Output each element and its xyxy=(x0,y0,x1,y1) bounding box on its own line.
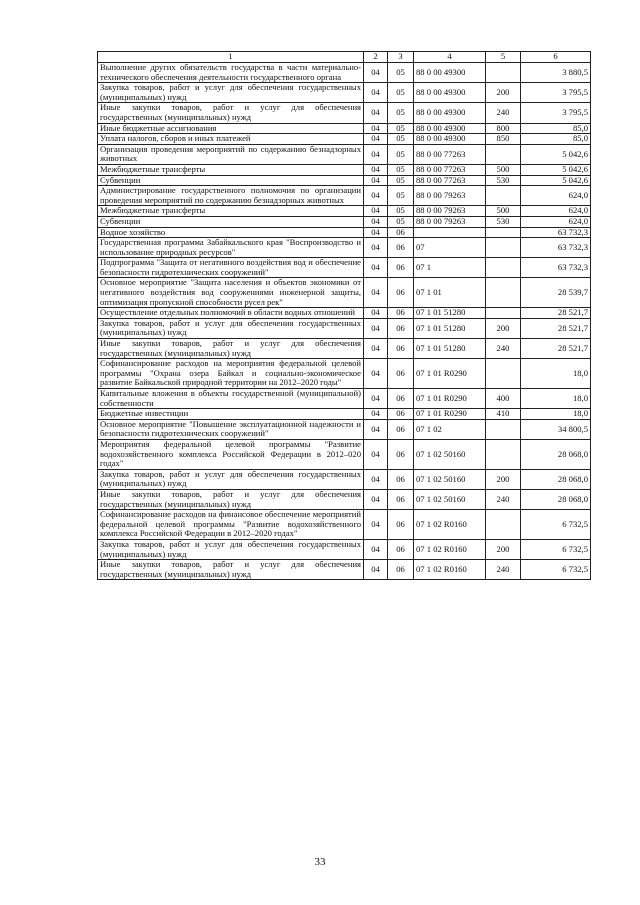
table-row xyxy=(98,186,591,206)
table-row xyxy=(98,206,591,217)
row-amount: 63 732,3 xyxy=(521,258,591,278)
row-section: 04 xyxy=(364,164,388,175)
row-name: Бюджетные инвестиции xyxy=(98,409,364,420)
row-target-code: 88 0 00 49300 xyxy=(414,123,486,134)
row-subsection: 06 xyxy=(388,278,414,308)
table-row xyxy=(98,539,591,559)
row-subsection: 06 xyxy=(388,318,414,338)
row-section: 04 xyxy=(364,560,388,580)
row-section: 04 xyxy=(364,469,388,489)
row-section: 04 xyxy=(364,216,388,227)
row-subsection: 06 xyxy=(388,258,414,278)
table-row xyxy=(98,144,591,164)
row-section: 04 xyxy=(364,103,388,123)
row-section: 04 xyxy=(364,389,388,409)
header-col-1: 1 xyxy=(98,52,364,63)
row-subsection: 05 xyxy=(388,144,414,164)
row-expense-type: 240 xyxy=(486,489,521,509)
table-row xyxy=(98,63,591,83)
row-target-code: 88 0 00 49300 xyxy=(414,83,486,103)
row-amount: 63 732,3 xyxy=(521,227,591,238)
table-row xyxy=(98,439,591,469)
row-subsection: 06 xyxy=(388,560,414,580)
row-subsection: 06 xyxy=(388,469,414,489)
header-col-4: 4 xyxy=(414,52,486,63)
row-amount: 3 795,5 xyxy=(521,103,591,123)
row-target-code: 07 1 02 50160 xyxy=(414,469,486,489)
row-name: Подпрограмма "Защита от негативного воздействия вод и обеспечение безопасности гидротехнических сооружений" xyxy=(98,258,364,278)
row-subsection: 05 xyxy=(388,123,414,134)
table-row xyxy=(98,419,591,439)
row-amount: 624,0 xyxy=(521,186,591,206)
row-expense-type: 240 xyxy=(486,339,521,359)
table-row xyxy=(98,103,591,123)
row-subsection: 06 xyxy=(388,419,414,439)
budget-table xyxy=(97,51,591,580)
row-target-code: 07 1 01 51280 xyxy=(414,318,486,338)
row-expense-type: 530 xyxy=(486,216,521,227)
row-expense-type: 500 xyxy=(486,206,521,217)
row-amount: 6 732,5 xyxy=(521,539,591,559)
row-name: Мероприятия федеральной целевой программы "Развитие водохозяйственного комплекса Российской Федерации в 2012–020 годах" xyxy=(98,439,364,469)
row-target-code: 88 0 00 79263 xyxy=(414,186,486,206)
row-target-code: 07 1 02 50160 xyxy=(414,439,486,469)
row-amount: 5 042,6 xyxy=(521,164,591,175)
row-subsection: 05 xyxy=(388,186,414,206)
row-amount: 85,0 xyxy=(521,134,591,145)
row-expense-type xyxy=(486,238,521,258)
row-target-code: 07 1 02 R0160 xyxy=(414,560,486,580)
row-amount: 18,0 xyxy=(521,359,591,389)
page-number: 33 xyxy=(314,856,326,868)
row-subsection: 05 xyxy=(388,83,414,103)
row-name: Капитальные вложения в объекты государственной (муниципальной) собственности xyxy=(98,389,364,409)
row-target-code: 07 1 02 xyxy=(414,419,486,439)
row-name: Софинансирование расходов на финансовое обеспечение мероприятий федеральной целевой программы "Развитие водохозяйственного комплекса Российской Федерации в 2012–2020 годах" xyxy=(98,510,364,540)
row-section: 04 xyxy=(364,409,388,420)
row-target-code: 88 0 00 77263 xyxy=(414,144,486,164)
row-name: Иные закупки товаров, работ и услуг для обеспечения государственных (муниципальных) нужд xyxy=(98,560,364,580)
row-section: 04 xyxy=(364,206,388,217)
row-expense-type: 410 xyxy=(486,409,521,420)
row-target-code: 88 0 00 49300 xyxy=(414,103,486,123)
row-amount: 63 732,3 xyxy=(521,238,591,258)
row-section: 04 xyxy=(364,439,388,469)
row-target-code: 07 1 02 R0160 xyxy=(414,510,486,540)
row-section: 04 xyxy=(364,489,388,509)
row-target-code: 88 0 00 77263 xyxy=(414,175,486,186)
row-section: 04 xyxy=(364,186,388,206)
row-subsection: 06 xyxy=(388,308,414,319)
row-name: Закупка товаров, работ и услуг для обеспечения государственных (муниципальных) нужд xyxy=(98,83,364,103)
row-target-code: 88 0 00 77263 xyxy=(414,164,486,175)
row-section: 04 xyxy=(364,510,388,540)
row-expense-type: 200 xyxy=(486,318,521,338)
row-name: Водное хозяйство xyxy=(98,227,364,238)
header-col-2: 2 xyxy=(364,52,388,63)
row-amount: 6 732,5 xyxy=(521,510,591,540)
header-col-6: 6 xyxy=(521,52,591,63)
row-target-code xyxy=(414,227,486,238)
row-target-code: 07 xyxy=(414,238,486,258)
row-expense-type xyxy=(486,144,521,164)
row-amount: 5 042,6 xyxy=(521,144,591,164)
table-row xyxy=(98,510,591,540)
row-expense-type xyxy=(486,227,521,238)
table-row xyxy=(98,258,591,278)
row-name: Администрирование государственного полномочия по организации проведения мероприятий по содержанию безнадзорных животных xyxy=(98,186,364,206)
table-row xyxy=(98,409,591,420)
row-subsection: 06 xyxy=(388,227,414,238)
row-name: Уплата налогов, сборов и иных платежей xyxy=(98,134,364,145)
row-section: 04 xyxy=(364,318,388,338)
row-amount: 3 795,5 xyxy=(521,83,591,103)
row-amount: 624,0 xyxy=(521,216,591,227)
row-name: Закупка товаров, работ и услуг для обеспечения государственных (муниципальных) нужд xyxy=(98,539,364,559)
row-expense-type: 850 xyxy=(486,134,521,145)
row-subsection: 06 xyxy=(388,409,414,420)
row-name: Иные бюджетные ассигнования xyxy=(98,123,364,134)
table-header-row xyxy=(98,52,591,63)
row-amount: 3 880,5 xyxy=(521,63,591,83)
row-subsection: 06 xyxy=(388,238,414,258)
row-section: 04 xyxy=(364,258,388,278)
row-expense-type xyxy=(486,278,521,308)
row-amount: 85,0 xyxy=(521,123,591,134)
row-target-code: 88 0 00 79263 xyxy=(414,206,486,217)
row-subsection: 05 xyxy=(388,175,414,186)
table-row xyxy=(98,164,591,175)
row-section: 04 xyxy=(364,339,388,359)
row-amount: 6 732,5 xyxy=(521,560,591,580)
row-section: 04 xyxy=(364,278,388,308)
table-row xyxy=(98,489,591,509)
row-target-code: 07 1 xyxy=(414,258,486,278)
row-subsection: 06 xyxy=(388,439,414,469)
row-name: Закупка товаров, работ и услуг для обеспечения государственных (муниципальных) нужд xyxy=(98,469,364,489)
row-name: Организация проведения мероприятий по содержанию безнадзорных животных xyxy=(98,144,364,164)
row-name: Основное мероприятие "Защита населения и объектов экономики от негативного воздействия вод сооружениями инженерной защиты, оптимизация пропускной способности русел рек" xyxy=(98,278,364,308)
row-section: 04 xyxy=(364,419,388,439)
row-name: Межбюджетные трансферты xyxy=(98,164,364,175)
row-target-code: 07 1 01 51280 xyxy=(414,339,486,359)
row-section: 04 xyxy=(364,175,388,186)
row-target-code: 07 1 01 51280 xyxy=(414,308,486,319)
row-expense-type xyxy=(486,510,521,540)
table-row xyxy=(98,238,591,258)
row-target-code: 07 1 01 R0290 xyxy=(414,409,486,420)
table-row xyxy=(98,318,591,338)
row-target-code: 88 0 00 49300 xyxy=(414,63,486,83)
row-subsection: 06 xyxy=(388,389,414,409)
row-amount: 28 521,7 xyxy=(521,339,591,359)
row-section: 04 xyxy=(364,238,388,258)
row-expense-type xyxy=(486,186,521,206)
row-expense-type xyxy=(486,439,521,469)
row-section: 04 xyxy=(364,539,388,559)
header-col-5: 5 xyxy=(486,52,521,63)
row-name: Субвенции xyxy=(98,216,364,227)
row-section: 04 xyxy=(364,144,388,164)
row-subsection: 06 xyxy=(388,489,414,509)
row-expense-type: 200 xyxy=(486,539,521,559)
row-target-code: 07 1 01 R0290 xyxy=(414,359,486,389)
table-row xyxy=(98,560,591,580)
row-name: Осуществление отдельных полномочий в области водных отношений xyxy=(98,308,364,319)
row-subsection: 05 xyxy=(388,206,414,217)
table-row xyxy=(98,123,591,134)
row-amount: 18,0 xyxy=(521,389,591,409)
table-row xyxy=(98,175,591,186)
row-expense-type xyxy=(486,308,521,319)
row-expense-type: 400 xyxy=(486,389,521,409)
row-expense-type xyxy=(486,63,521,83)
row-subsection: 05 xyxy=(388,134,414,145)
table-row xyxy=(98,389,591,409)
row-expense-type xyxy=(486,419,521,439)
row-amount: 624,0 xyxy=(521,206,591,217)
row-subsection: 06 xyxy=(388,539,414,559)
row-target-code: 88 0 00 49300 xyxy=(414,134,486,145)
row-section: 04 xyxy=(364,63,388,83)
table-row xyxy=(98,339,591,359)
row-name: Закупка товаров, работ и услуг для обеспечения государственных (муниципальных) нужд xyxy=(98,318,364,338)
row-amount: 34 800,5 xyxy=(521,419,591,439)
table-row xyxy=(98,227,591,238)
table-row xyxy=(98,278,591,308)
table-row xyxy=(98,359,591,389)
row-amount: 28 521,7 xyxy=(521,308,591,319)
row-name: Иные закупки товаров, работ и услуг для обеспечения государственных (муниципальных) нужд xyxy=(98,489,364,509)
row-target-code: 07 1 02 R0160 xyxy=(414,539,486,559)
row-expense-type: 800 xyxy=(486,123,521,134)
row-section: 04 xyxy=(364,134,388,145)
table-row xyxy=(98,134,591,145)
row-expense-type: 200 xyxy=(486,469,521,489)
row-section: 04 xyxy=(364,83,388,103)
row-name: Субвенции xyxy=(98,175,364,186)
row-name: Иные закупки товаров, работ и услуг для обеспечения государственных (муниципальных) нужд xyxy=(98,339,364,359)
row-subsection: 05 xyxy=(388,63,414,83)
row-expense-type xyxy=(486,258,521,278)
table-row xyxy=(98,308,591,319)
row-subsection: 05 xyxy=(388,164,414,175)
row-section: 04 xyxy=(364,359,388,389)
row-name: Основное мероприятие "Повышение эксплуатационной надежности и безопасности гидротехнических сооружений" xyxy=(98,419,364,439)
row-subsection: 06 xyxy=(388,339,414,359)
row-name: Государственная программа Забайкальского края "Воспроизводство и использование природных ресурсов" xyxy=(98,238,364,258)
row-amount: 28 068,0 xyxy=(521,489,591,509)
row-section: 04 xyxy=(364,123,388,134)
row-subsection: 05 xyxy=(388,216,414,227)
row-amount: 28 068,0 xyxy=(521,439,591,469)
row-name: Выполнение других обязательств государства в части материально-технического обеспечения деятельности государственного органа xyxy=(98,63,364,83)
row-section: 04 xyxy=(364,308,388,319)
row-name: Софинансирование расходов на мероприятия федеральной целевой программы "Охрана озера Байкал и социально-экономическое развитие Байкальской природной территории на 2012–2020 годы" xyxy=(98,359,364,389)
row-expense-type: 530 xyxy=(486,175,521,186)
row-target-code: 07 1 01 xyxy=(414,278,486,308)
row-expense-type: 200 xyxy=(486,83,521,103)
row-expense-type: 240 xyxy=(486,560,521,580)
row-expense-type xyxy=(486,359,521,389)
table-row xyxy=(98,216,591,227)
header-col-3: 3 xyxy=(388,52,414,63)
table-row xyxy=(98,83,591,103)
row-target-code: 88 0 00 79263 xyxy=(414,216,486,227)
row-amount: 28 068,0 xyxy=(521,469,591,489)
row-target-code: 07 1 02 50160 xyxy=(414,489,486,509)
row-subsection: 06 xyxy=(388,359,414,389)
row-name: Иные закупки товаров, работ и услуг для обеспечения государственных (муниципальных) нужд xyxy=(98,103,364,123)
row-amount: 18,0 xyxy=(521,409,591,420)
row-section: 04 xyxy=(364,227,388,238)
row-amount: 28 539,7 xyxy=(521,278,591,308)
row-subsection: 06 xyxy=(388,510,414,540)
row-target-code: 07 1 01 R0290 xyxy=(414,389,486,409)
table-row xyxy=(98,469,591,489)
row-expense-type: 500 xyxy=(486,164,521,175)
row-amount: 5 042,6 xyxy=(521,175,591,186)
row-name: Межбюджетные трансферты xyxy=(98,206,364,217)
row-amount: 28 521,7 xyxy=(521,318,591,338)
row-expense-type: 240 xyxy=(486,103,521,123)
row-subsection: 05 xyxy=(388,103,414,123)
